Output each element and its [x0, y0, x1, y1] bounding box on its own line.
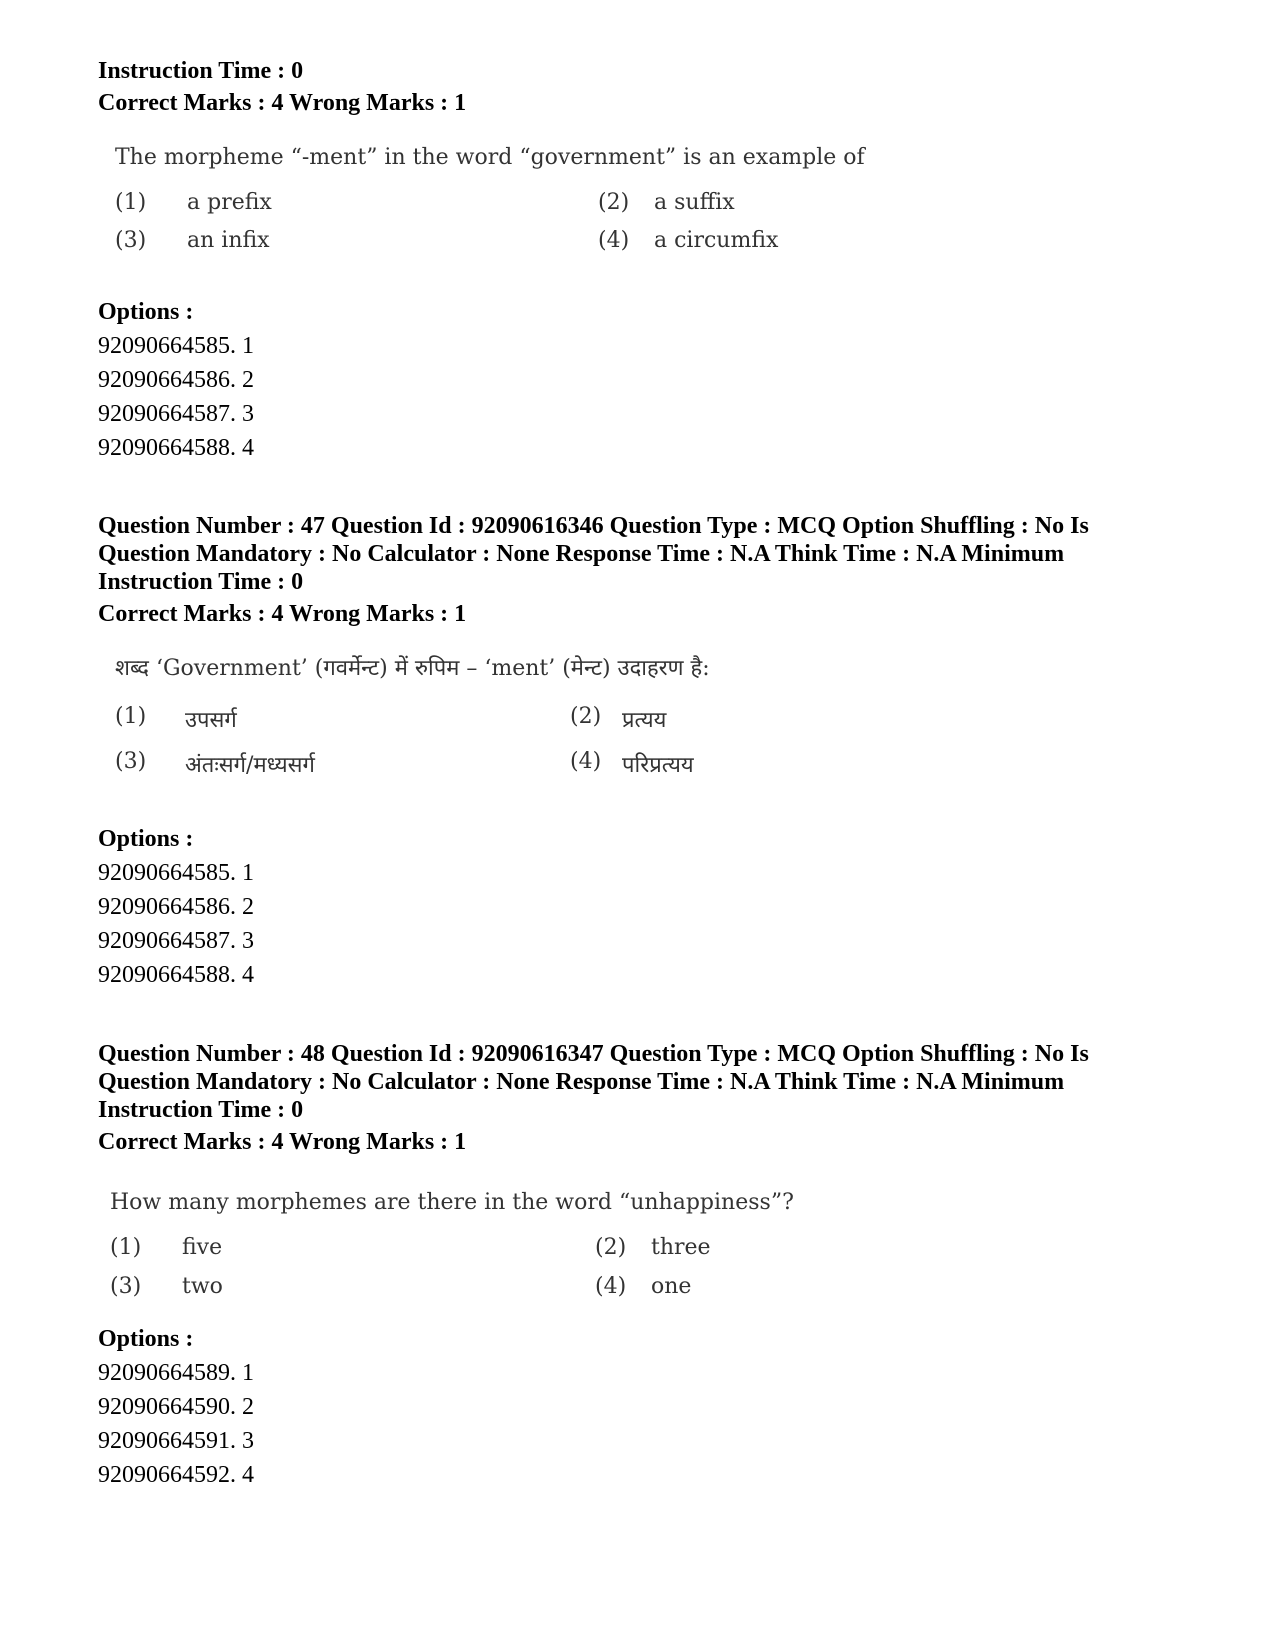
choice-text: three — [651, 1235, 711, 1260]
choice-text: परिप्रत्यय — [622, 753, 694, 778]
option-row: 92090664587. 3 — [98, 928, 254, 954]
option-row: 92090664589. 1 — [98, 1360, 254, 1386]
option-row: 92090664585. 1 — [98, 860, 254, 886]
choice-number: (1) — [115, 190, 147, 215]
instruction-time: Instruction Time : 0 — [98, 58, 304, 84]
choice-text: a suffix — [654, 190, 735, 215]
choice-number: (4) — [595, 1274, 627, 1299]
question-46-meta — [98, 57, 1188, 117]
options-label: Options : — [98, 826, 194, 852]
choice-text: अंतःसर्ग/मध्यसर्ग — [185, 753, 315, 778]
options-list — [98, 295, 254, 465]
question-text: How many morphemes are there in the word “unhappiness”? — [110, 1190, 794, 1215]
question-47-meta — [98, 512, 1188, 628]
choice-text: प्रत्यय — [622, 708, 667, 733]
option-row: 92090664585. 1 — [98, 333, 254, 359]
marks-line: Correct Marks : 4 Wrong Marks : 1 — [98, 90, 467, 116]
choice-number: (3) — [110, 1274, 142, 1299]
choice-text: a prefix — [187, 190, 272, 215]
option-row: 92090664588. 4 — [98, 962, 254, 988]
marks-line: Correct Marks : 4 Wrong Marks : 1 — [98, 601, 467, 627]
question-text: शब्द ‘Government’ (गवर्मेन्ट) में रुपिम – ‘ment’ (मेन्ट) उदाहरण है: — [115, 656, 710, 681]
choice-number: (3) — [115, 228, 147, 253]
choice-text: one — [651, 1274, 692, 1299]
choice-number: (1) — [115, 704, 147, 729]
marks-line: Correct Marks : 4 Wrong Marks : 1 — [98, 1129, 467, 1155]
choice-number: (4) — [570, 749, 602, 774]
choice-number: (2) — [570, 704, 602, 729]
choice-text: five — [182, 1235, 223, 1260]
instruction-time: Instruction Time : 0 — [98, 1097, 304, 1123]
options-label: Options : — [98, 1326, 194, 1352]
option-row: 92090664586. 2 — [98, 894, 254, 920]
choice-number: (2) — [598, 190, 630, 215]
choice-text: an infix — [187, 228, 270, 253]
choice-number: (3) — [115, 749, 147, 774]
instruction-time: Instruction Time : 0 — [98, 569, 304, 595]
option-row: 92090664586. 2 — [98, 367, 254, 393]
option-row: 92090664587. 3 — [98, 401, 254, 427]
option-row: 92090664591. 3 — [98, 1428, 254, 1454]
choice-text: उपसर्ग — [185, 708, 237, 733]
question-header-line-2: Question Mandatory : No Calculator : None Response Time : N.A Think Time : N.A Minimum — [98, 541, 1065, 567]
question-header-line-2: Question Mandatory : No Calculator : None Response Time : N.A Think Time : N.A Minimum — [98, 1069, 1065, 1095]
question-46-image — [115, 145, 875, 255]
question-48-image — [110, 1190, 810, 1305]
choice-text: a circumfix — [654, 228, 779, 253]
choice-number: (1) — [110, 1235, 142, 1260]
question-48-meta — [98, 1040, 1188, 1156]
question-header-line-1: Question Number : 47 Question Id : 92090616346 Question Type : MCQ Option Shuffling : No Is — [98, 513, 1089, 539]
choice-number: (2) — [595, 1235, 627, 1260]
options-list — [98, 822, 254, 992]
choice-number: (4) — [598, 228, 630, 253]
question-text: The morpheme “-ment” in the word “government” is an example of — [115, 145, 865, 170]
option-row: 92090664590. 2 — [98, 1394, 254, 1420]
option-row: 92090664588. 4 — [98, 435, 254, 461]
options-label: Options : — [98, 299, 194, 325]
options-list — [98, 1322, 254, 1492]
choice-text: two — [182, 1274, 223, 1299]
question-47-image — [115, 652, 815, 777]
option-row: 92090664592. 4 — [98, 1462, 254, 1488]
question-header-line-1: Question Number : 48 Question Id : 92090616347 Question Type : MCQ Option Shuffling : No Is — [98, 1041, 1089, 1067]
